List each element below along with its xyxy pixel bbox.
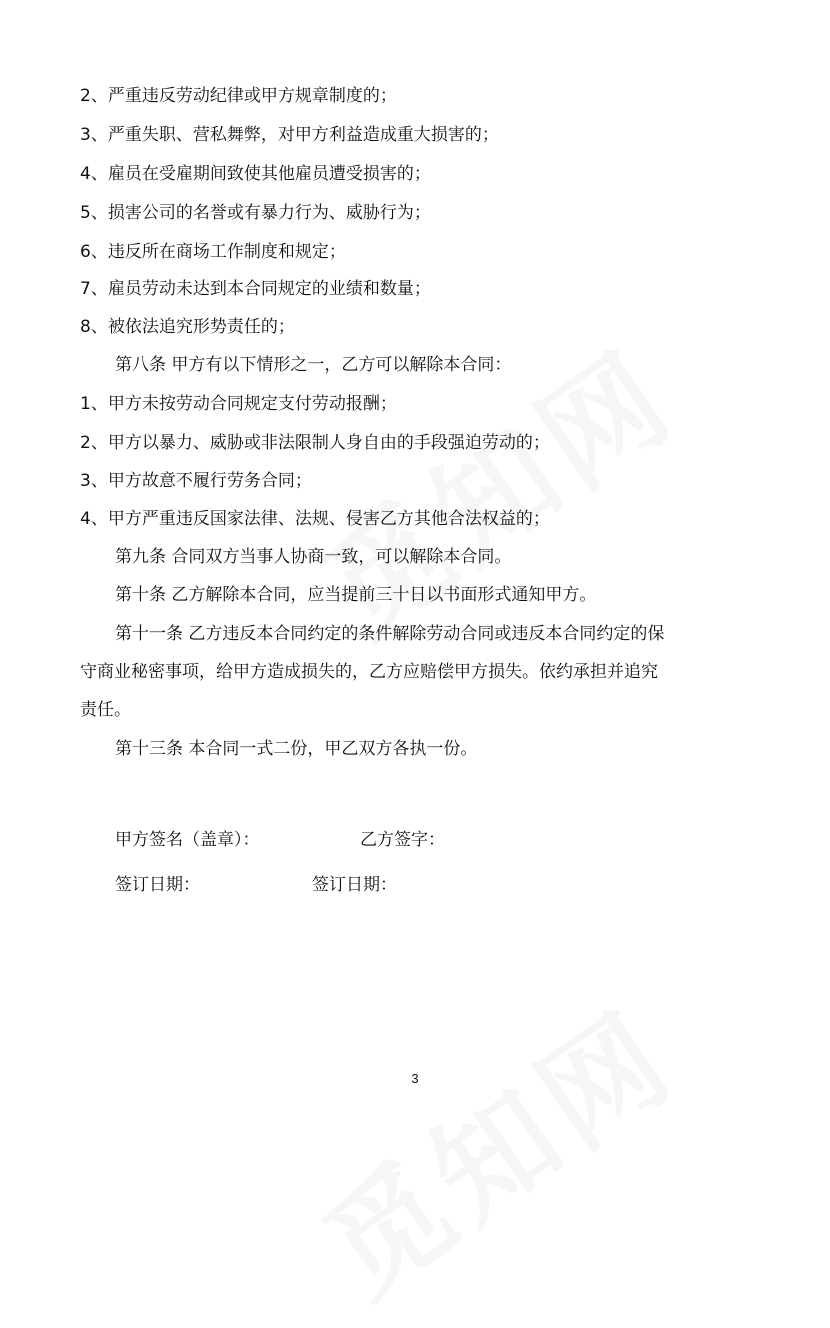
term-line: 3、严重失职、营私舞弊，对甲方利益造成重大损害的； xyxy=(80,125,499,145)
term-line: 4、甲方严重违反国家法律、法规、侵害乙方其他合法权益的； xyxy=(80,509,550,529)
term-line: 4、雇员在受雇期间致使其他雇员遭受损害的； xyxy=(80,164,431,184)
article-9: 第九条 合同双方当事人协商一致，可以解除本合同。 xyxy=(115,547,512,567)
article-10: 第十条 乙方解除本合同，应当提前三十日以书面形式通知甲方。 xyxy=(115,585,597,605)
term-line: 2、甲方以暴力、威胁或非法限制人身自由的手段强迫劳动的； xyxy=(80,433,550,453)
party-b-signature-label: 乙方签字： xyxy=(360,830,445,850)
party-a-date-label: 签订日期： xyxy=(115,875,200,895)
term-line: 6、违反所在商场工作制度和规定； xyxy=(80,242,346,262)
term-line: 8、被依法追究形势责任的； xyxy=(80,317,295,337)
article-11-line-3: 责任。 xyxy=(80,700,131,720)
term-line: 7、雇员劳动未达到本合同规定的业绩和数量； xyxy=(80,279,431,299)
party-a-signature-label: 甲方签名（盖章）： xyxy=(115,830,260,850)
article-11-line-1: 第十一条 乙方违反本合同约定的条件解除劳动合同或违反本合同约定的保 xyxy=(115,624,665,644)
page-number: 3 xyxy=(411,1071,419,1086)
article-8: 第八条 甲方有以下情形之一，乙方可以解除本合同： xyxy=(115,355,512,375)
party-b-date-label: 签订日期： xyxy=(312,875,397,895)
term-line: 5、损害公司的名誉或有暴力行为、威胁行为； xyxy=(80,203,431,223)
term-line: 1、甲方未按劳动合同规定支付劳动报酬； xyxy=(80,394,397,414)
article-13: 第十三条 本合同一式二份，甲乙双方各执一份。 xyxy=(115,739,478,759)
term-line: 3、甲方故意不履行劳务合同； xyxy=(80,471,312,491)
article-11-line-2: 守商业秘密事项，给甲方造成损失的，乙方应赔偿甲方损失。依约承担并追究 xyxy=(80,662,658,682)
watermark xyxy=(286,964,704,1328)
term-line: 2、严重违反劳动纪律或甲方规章制度的； xyxy=(80,86,397,106)
